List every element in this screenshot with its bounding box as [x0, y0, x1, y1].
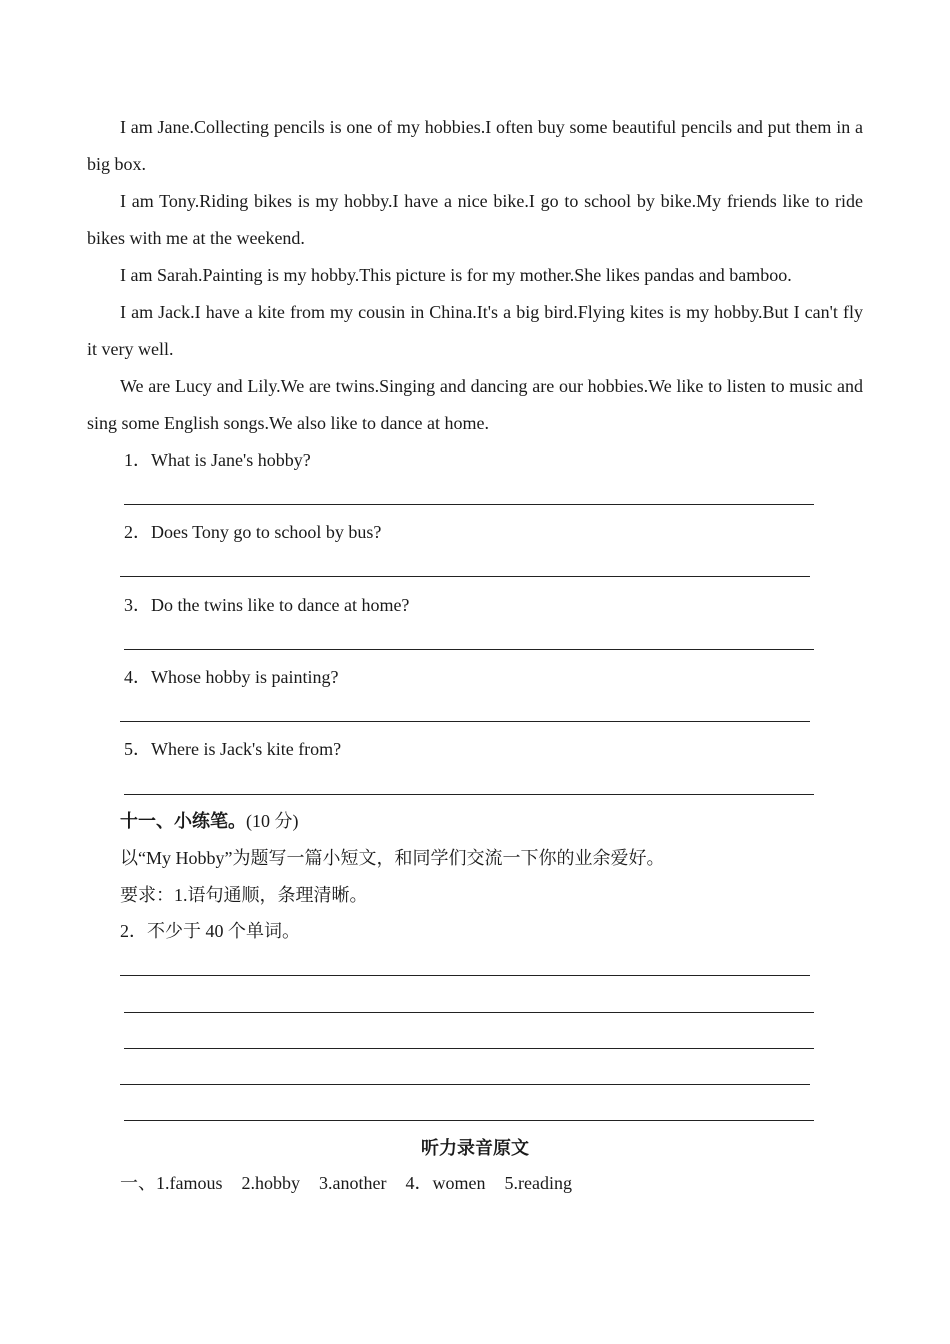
passage-jane: I am Jane.Collecting pencils is one of my hobbies.I often buy some beautiful pencils and put them in a big box.: [87, 117, 863, 174]
answer-line-4[interactable]: [120, 721, 810, 722]
listening-answer-2: 2.hobby: [241, 1173, 300, 1193]
writing-line-4[interactable]: [120, 1084, 810, 1085]
listening-answer-3: 3.another: [319, 1173, 387, 1193]
listening-answers: [120, 1171, 591, 1195]
answer-line-5[interactable]: [124, 794, 814, 795]
writing-prompt: 以“My Hobby”为题写一篇小短文，和同学们交流一下你的业余爱好。: [120, 848, 665, 868]
question-4: 4．Whose hobby is painting?: [124, 667, 339, 687]
writing-requirement-1: 要求：1.语句通顺，条理清晰。: [120, 885, 368, 905]
listening-answer-4: 4．women: [405, 1173, 486, 1193]
writing-line-2[interactable]: [124, 1012, 814, 1013]
listening-answer-1: 1.famous: [156, 1173, 223, 1193]
writing-requirement-2: 2．不少于 40 个单词。: [120, 921, 300, 941]
writing-section-title: [120, 809, 299, 833]
writing-line-3[interactable]: [124, 1048, 814, 1049]
passage-twins: We are Lucy and Lily.We are twins.Singing and dancing are our hobbies.We like to listen to music and sing some English songs.We also like to dance at home.: [87, 376, 863, 433]
answer-line-2[interactable]: [120, 576, 810, 577]
question-1: 1．What is Jane's hobby?: [124, 450, 311, 470]
listening-title: 听力录音原文: [421, 1138, 529, 1158]
passage-jack: I am Jack.I have a kite from my cousin in China.It's a big bird.Flying kites is my hobby.But I can't fly it very well.: [87, 302, 863, 359]
writing-title-text: 十一、小练笔。: [120, 811, 246, 831]
question-3: 3．Do the twins like to dance at home?: [124, 595, 410, 615]
writing-line-5[interactable]: [124, 1120, 814, 1121]
writing-line-1[interactable]: [120, 975, 810, 976]
writing-title-score: (10 分): [246, 811, 299, 831]
question-2: 2．Does Tony go to school by bus?: [124, 522, 382, 542]
passage-tony: I am Tony.Riding bikes is my hobby.I have a nice bike.I go to school by bike.My friends like to ride bikes with me at the weekend.: [87, 191, 863, 248]
answer-line-1[interactable]: [124, 504, 814, 505]
passage-sarah: I am Sarah.Painting is my hobby.This picture is for my mother.She likes pandas and bamboo.: [120, 265, 792, 285]
listening-answer-5: 5.reading: [504, 1173, 572, 1193]
question-5: 5．Where is Jack's kite from?: [124, 739, 342, 759]
listening-prefix: 一、: [120, 1173, 156, 1193]
answer-line-3[interactable]: [124, 649, 814, 650]
